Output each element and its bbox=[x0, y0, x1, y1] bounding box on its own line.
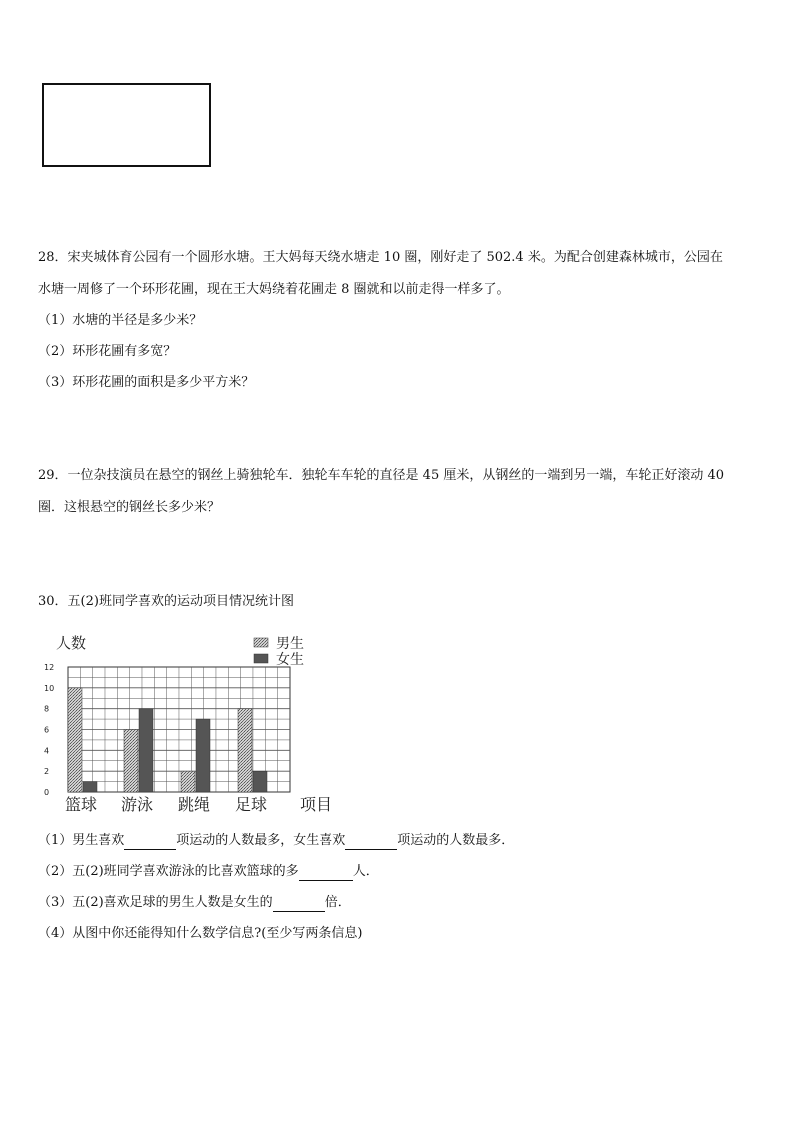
x-axis-label: 项目 bbox=[300, 795, 333, 814]
q30-sub1 bbox=[38, 833, 514, 850]
bar-boys bbox=[124, 730, 138, 793]
x-tick-labels bbox=[65, 795, 267, 814]
q30-title: 30．五(2)班同学喜欢的运动项目情况统计图 bbox=[38, 594, 294, 609]
y-tick-label: 10 bbox=[44, 683, 55, 693]
y-tick-label: 4 bbox=[44, 746, 50, 756]
y-tick-label: 12 bbox=[44, 663, 55, 672]
y-tick-label: 8 bbox=[44, 704, 50, 714]
q30-sub3 bbox=[38, 895, 351, 912]
q28-line1: 28．宋夹城体育公园有一个圆形水塘。王大妈每天绕水塘走 10 圈，刚好走了 502.4 米。为配合创建森林城市，公园在 bbox=[38, 250, 723, 265]
q30-sub3-b: 倍． bbox=[324, 895, 351, 910]
legend-swatch-boys bbox=[254, 638, 268, 647]
x-tick-label: 跳绳 bbox=[177, 795, 211, 814]
q30-sub2-a: （2）五(2)班同学喜欢游泳的比喜欢篮球的多 bbox=[38, 864, 299, 879]
q28-sub1: （1）水塘的半径是多少米？ bbox=[38, 313, 203, 328]
q29-line2: 圈．这根悬空的钢丝长多少米？ bbox=[38, 500, 221, 515]
answer-blank-2[interactable] bbox=[345, 833, 397, 850]
y-tick-label: 6 bbox=[44, 725, 50, 735]
answer-box bbox=[42, 83, 211, 167]
x-tick-label: 篮球 bbox=[64, 795, 98, 814]
legend-label: 女生 bbox=[276, 652, 304, 668]
bar-boys bbox=[238, 709, 252, 792]
bar-girls bbox=[253, 771, 267, 792]
legend-label: 男生 bbox=[276, 636, 304, 652]
q30-sub1-b: 项运动的人数最多，女生喜欢 bbox=[176, 833, 346, 848]
x-tick-label: 游泳 bbox=[120, 795, 154, 814]
y-tick-label: 0 bbox=[44, 788, 50, 797]
answer-blank-3[interactable] bbox=[299, 864, 353, 881]
y-axis-label: 人数 bbox=[56, 634, 87, 652]
q30-sub3-a: （3）五(2)喜欢足球的男生人数是女生的 bbox=[38, 895, 273, 910]
bar-chart bbox=[40, 632, 340, 818]
q30-sub2 bbox=[38, 864, 379, 881]
bar-girls bbox=[196, 719, 210, 792]
q28-line2: 水塘一周修了一个环形花圃，现在王大妈绕着花圃走 8 圈就和以前走得一样多了。 bbox=[38, 282, 510, 297]
y-tick-labels bbox=[44, 663, 54, 797]
q28-sub2: （2）环形花圃有多宽？ bbox=[38, 344, 177, 359]
answer-blank-1[interactable] bbox=[124, 833, 176, 850]
q30-sub4: （4）从图中你还能得知什么数学信息?(至少写两条信息) bbox=[38, 926, 363, 941]
bar-boys bbox=[181, 771, 195, 792]
q28-sub3: （3）环形花圃的面积是多少平方米？ bbox=[38, 375, 255, 390]
bar-girls bbox=[83, 782, 97, 792]
bar-boys bbox=[68, 688, 82, 792]
q30-sub2-b: 人． bbox=[352, 864, 379, 879]
legend-swatch-girls bbox=[254, 654, 268, 663]
q30-sub1-a: （1）男生喜欢 bbox=[38, 833, 125, 848]
chart-legend bbox=[254, 635, 304, 668]
answer-blank-4[interactable] bbox=[273, 895, 325, 912]
q29-line1: 29．一位杂技演员在悬空的钢丝上骑独轮车．独轮车车轮的直径是 45 厘米，从钢丝的一端到另一端，车轮正好滚动 40 bbox=[38, 468, 725, 483]
bar-girls bbox=[139, 709, 153, 792]
q30-sub1-c: 项运动的人数最多． bbox=[397, 833, 515, 848]
x-tick-label: 足球 bbox=[234, 795, 268, 814]
y-tick-label: 2 bbox=[44, 767, 50, 777]
